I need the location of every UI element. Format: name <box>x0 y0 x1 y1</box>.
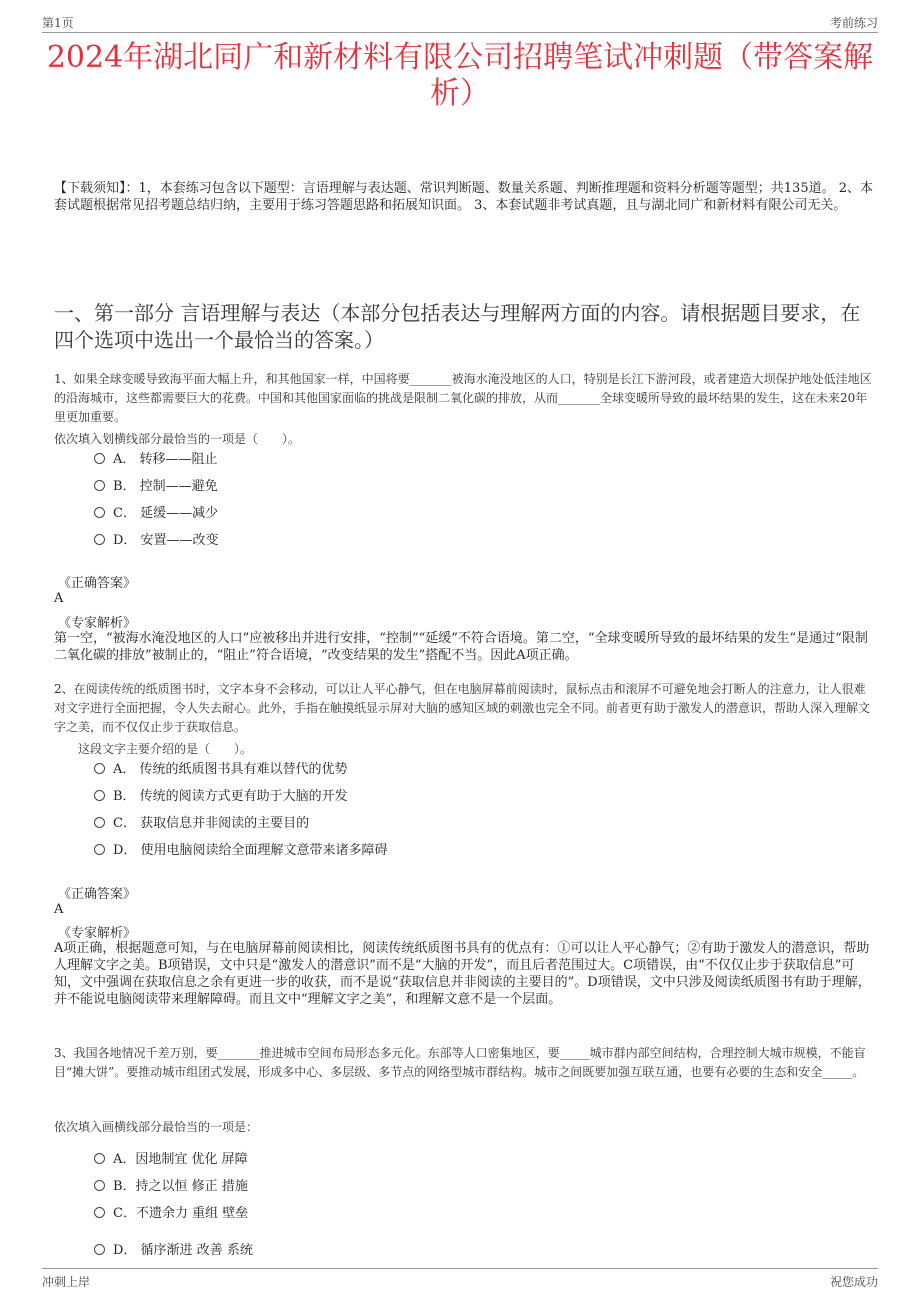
radio-icon[interactable] <box>94 1244 105 1255</box>
answer-value: A <box>54 902 64 917</box>
answer-label: 《正确答案》 <box>58 887 137 902</box>
option-label: C． 延缓——减少 <box>113 506 219 521</box>
footer-right-text: 祝您成功 <box>829 1275 878 1289</box>
radio-icon[interactable] <box>94 763 105 774</box>
question-stem: 2、在阅读传统的纸质图书时，文字本身不会移动，可以让人平心静气，但在电脑屏幕前阅读时，鼠标点击和滚屏不可避免地会打断人的注意力，让人很难对文字进行全面把握，令人失去耐心。此外，手指在触摸纸显示屏对大脑的感知区域的刺激也完全不同。前者更有助于激发人的潜意识，帮助人深入理解文字之美，而不仅仅止步于获取信息。 <box>54 682 871 734</box>
option-label: A． 传统的纸质图书具有难以替代的优势 <box>113 762 348 777</box>
option-label: B． 传统的阅读方式更有助于大脑的开发 <box>113 789 348 804</box>
section-title: 一、第一部分 言语理解与表达（本部分包括表达与理解两方面的内容。请根据题目要求，在四个选项中选出一个最恰当的答案。） <box>54 301 861 352</box>
answer-value: A <box>54 591 64 606</box>
option-a[interactable] <box>94 1150 248 1170</box>
option-c[interactable] <box>94 504 218 524</box>
radio-icon[interactable] <box>94 844 105 855</box>
document-title: 2024年湖北同广和新材料有限公司招聘笔试冲刺题（带答案解析） <box>46 40 874 111</box>
download-notice: 【下载须知】：1，本套练习包含以下题型：言语理解与表达题、常识判断题、数量关系题、判断推理题和资料分析题等题型；共135道。 2、本套试题根据常见招考题总结归纳，主要用于练习答题思路和拓展知识面。 3、本套试题非考试真题，且与湖北同广和新材料有限公司无关。 <box>54 181 873 213</box>
option-a[interactable] <box>94 760 348 780</box>
option-d[interactable] <box>94 531 219 551</box>
option-d[interactable] <box>94 1241 253 1261</box>
radio-icon[interactable] <box>94 790 105 801</box>
question-prompt: 这段文字主要介绍的是（ ）。 <box>78 742 253 756</box>
radio-icon[interactable] <box>94 453 105 464</box>
option-label: A．因地制宜 优化 屏障 <box>113 1152 248 1167</box>
option-d[interactable] <box>94 841 388 861</box>
option-a[interactable] <box>94 450 218 470</box>
option-label: B．持之以恒 修正 措施 <box>113 1179 248 1194</box>
question-stem: 3、我国各地情况千差万别，要_______推进城市空间布局形态多元化。东部等人口密集地区，要_____城市群内部空间结构，合理控制大城市规模，不能盲目“摊大饼”。要推动城市组团式发展，形成多中心、多层级、多节点的网络型城市群结构。城市之间既要加强互联互通，也要有必要的生态和安全_____。 <box>54 1046 866 1079</box>
radio-icon[interactable] <box>94 1153 105 1164</box>
radio-icon[interactable] <box>94 1207 105 1218</box>
page-footer <box>42 1268 878 1291</box>
analysis-label: 《专家解析》 <box>58 616 137 631</box>
question-stem: 1、如果全球变暖导致海平面大幅上升，和其他国家一样，中国将要_______被海水淹没地区的人口，特别是长江下游河段，或者建造大坝保护地处低洼地区的沿海城市，这些都需要巨大的花费。中国和其他国家面临的挑战是限制二氧化碳的排放，从而_______全球变暖所导致的最坏结果的发生，这在未来20年里更加重要。 <box>54 372 872 424</box>
question-prompt: 依次填入画横线部分最恰当的一项是： <box>54 1120 259 1134</box>
option-c[interactable] <box>94 1204 248 1224</box>
radio-icon[interactable] <box>94 480 105 491</box>
answer-label: 《正确答案》 <box>58 576 137 591</box>
analysis-label: 《专家解析》 <box>58 926 137 941</box>
option-c[interactable] <box>94 814 309 834</box>
option-label: C． 获取信息并非阅读的主要目的 <box>113 816 310 831</box>
question-prompt: 依次填入划横线部分最恰当的一项是（ ）。 <box>54 432 301 446</box>
radio-icon[interactable] <box>94 817 105 828</box>
footer-left-text: 冲刺上岸 <box>42 1275 91 1289</box>
analysis-text: A项正确，根据题意可知，与在电脑屏幕前阅读相比，阅读传统纸质图书具有的优点有：①可以让人平心静气；②有助于激发人的潜意识，帮助人理解文字之美。B项错误，文中只是“激发人的潜意识”而不是“大脑的开发”，而且后者范围过大。C项错误，由“不仅仅止步于获取信息”可知，文中强调在获取信息之余有更进一步的收获，而不是说“获取信息并非阅读的主要目的”。D项错误，文中只涉及阅读纸质图书有助于理解，并不能说电脑阅读带来理解障碍。而且文中“理解文字之美”，和理解文意不是一个层面。 <box>54 941 871 1007</box>
page-number: 第1页 <box>42 16 74 30</box>
option-label: D． 安置——改变 <box>113 533 219 548</box>
page-header <box>42 10 878 33</box>
option-label: D． 使用电脑阅读给全面理解文意带来诸多障碍 <box>113 843 388 858</box>
option-label: A． 转移——阻止 <box>113 452 218 467</box>
header-tag: 考前练习 <box>829 16 878 30</box>
option-b[interactable] <box>94 1177 248 1197</box>
radio-icon[interactable] <box>94 507 105 518</box>
option-b[interactable] <box>94 787 348 807</box>
radio-icon[interactable] <box>94 534 105 545</box>
option-label: C．不遗余力 重组 壁垒 <box>113 1206 249 1221</box>
analysis-text: 第一空，“被海水淹没地区的人口”应被移出并进行安排，“控制”“延缓”不符合语境。第二空，“全球变暖所导致的最坏结果的发生”是通过“限制二氧化碳的排放”被制止的，“阻止”符合语境，“改变结果的发生”搭配不当。因此A项正确。 <box>54 631 868 663</box>
option-label: B． 控制——避免 <box>113 479 218 494</box>
option-b[interactable] <box>94 477 218 497</box>
radio-icon[interactable] <box>94 1180 105 1191</box>
option-label: D． 循序渐进 改善 系统 <box>113 1243 253 1258</box>
